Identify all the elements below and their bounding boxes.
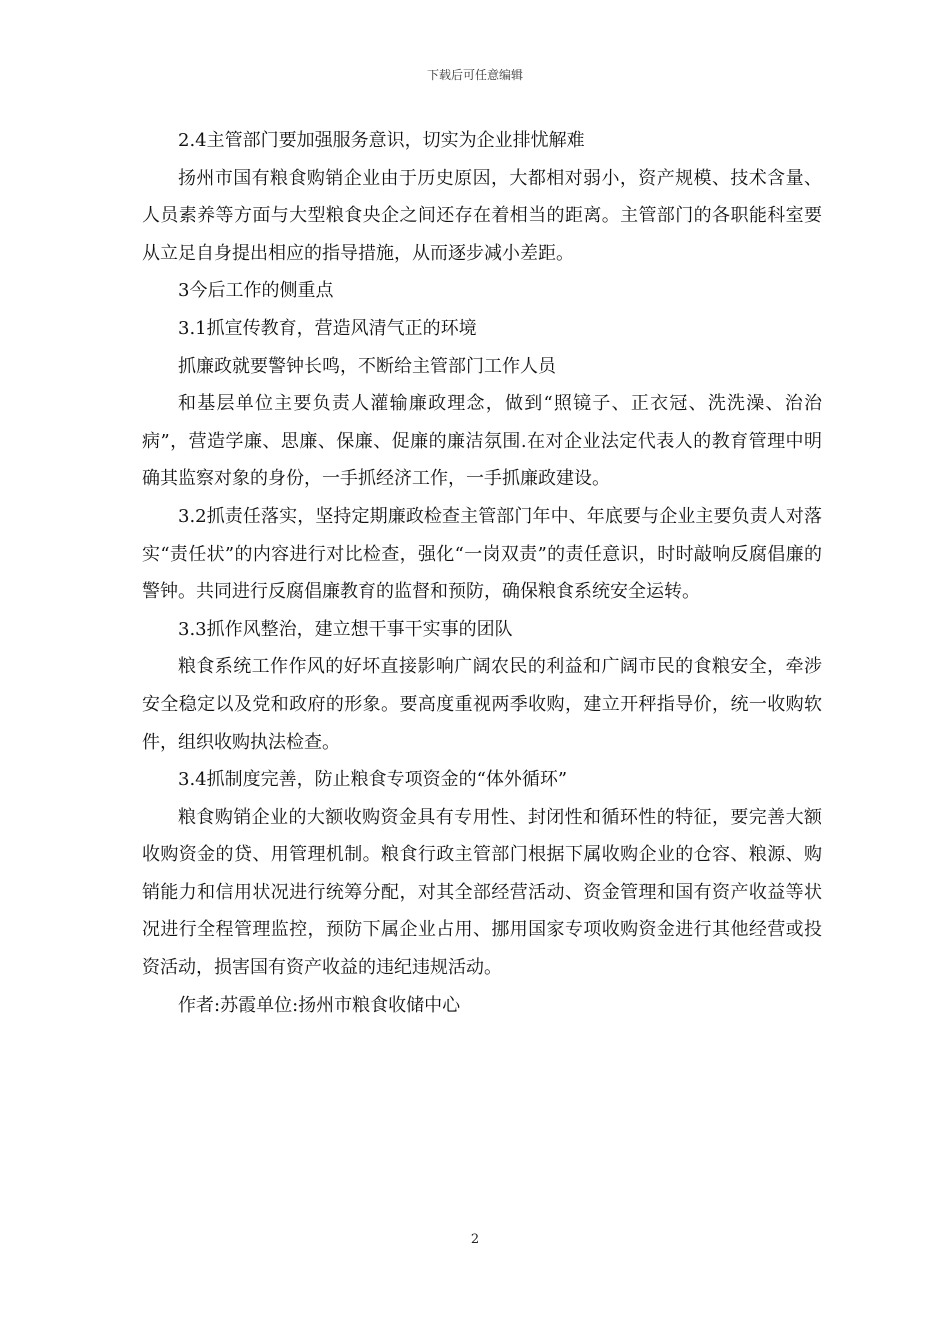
page-number: 2	[470, 1232, 480, 1247]
document-body	[142, 122, 822, 1024]
paragraph-work-style: 粮食系统工作作风的好坏直接影响广阔农民的利益和广阔市民的食粮安全，牵涉安全稳定以及党和政府的形象。要高度重视两季收购，建立开秤指导价，统一收购软件，组织收购执法检查。	[142, 656, 822, 753]
paragraph-integrity-concept: 和基层单位主要负责人灌输廉政理念，做到“照镜子、正衣冠、洗洗澡、治治病”，营造学廉、思廉、保廉、促廉的廉洁氛围.在对企业法定代表人的教育管理中明确其监察对象的身份，一手抓经济工作，一手抓廉政建设。	[142, 393, 822, 490]
paragraph-service-awareness: 扬州市国有粮食购销企业由于历史原因，大都相对弱小，资产规模、技术含量、人员素养等方面与大型粮食央企之间还存在着相当的距离。主管部门的各职能科室要从立足自身提出相应的指导措施，从而逐步减小差距。	[142, 167, 822, 264]
paragraph-alarm-bell: 抓廉政就要警钟长鸣，不断给主管部门工作人员	[178, 355, 556, 377]
paragraph-fund-management: 粮食购销企业的大额收购资金具有专用性、封闭性和循环性的特征，要完善大额收购资金的贷、用管理机制。粮食行政主管部门根据下属收购企业的仓容、粮源、购销能力和信用状况进行统筹分配，对其全部经营活动、资金管理和国有资产收益等状况进行全程管理监控，预防下属企业占用、挪用国家专项收购资金进行其他经营或投资活动，损害国有资产收益的违纪违规活动。	[142, 806, 822, 979]
author-line: 作者:苏霞单位:扬州市粮食收储中心	[178, 994, 461, 1016]
section-heading-3: 3今后工作的侧重点	[178, 280, 334, 302]
section-heading-3-4: 3.4抓制度完善，防止粮食专项资金的“体外循环”	[178, 769, 568, 791]
section-heading-3-3: 3.3抓作风整治，建立想干事干实事的团队	[178, 618, 513, 640]
page-header-note: 下载后可任意编辑	[426, 68, 523, 82]
paragraph-3-2-responsibility: 3.2抓责任落实，坚持定期廉政检查主管部门年中、年底要与企业主要负责人对落实“责任状”的内容进行对比检查，强化“一岗双责”的责任意识，时时敲响反腐倡廉的警钟。共同进行反腐倡廉教育的监督和预防，确保粮食系统安全运转。	[142, 505, 822, 603]
section-heading-3-1: 3.1抓宣传教育，营造风清气正的环境	[178, 317, 477, 339]
section-heading-2-4: 2.4主管部门要加强服务意识，切实为企业排忧解难	[178, 130, 585, 151]
